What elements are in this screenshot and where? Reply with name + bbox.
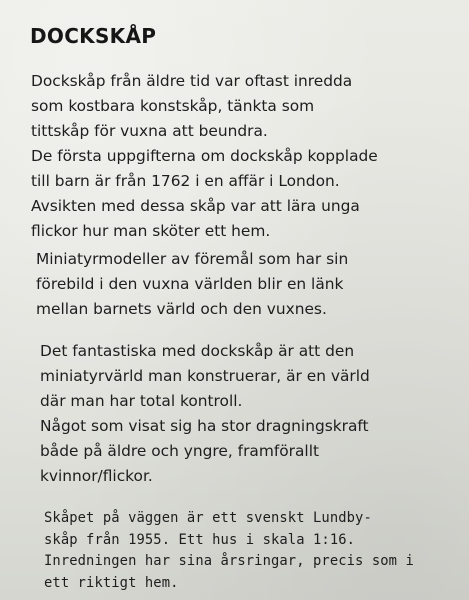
text-line: till barn är från 1762 i en affär i London. <box>31 172 340 190</box>
document-title: DOCKSKÅP <box>30 24 157 48</box>
text-line: De första uppgifterna om dockskåp kopplade <box>31 147 378 165</box>
text-line: Det fantastiska med dockskåp är att den <box>40 342 355 360</box>
text-line: Avsikten med dessa skåp var att lära unga <box>31 197 360 215</box>
text-line: kvinnor/flickor. <box>40 467 153 485</box>
text-line: som kostbara konstskåp, tänkta som <box>31 97 315 115</box>
text-line: förebild i den vuxna världen blir en länk <box>36 275 344 293</box>
text-line: Miniatyrmodeller av föremål som har sin <box>36 250 349 268</box>
text-line: både på äldre och yngre, framförallt <box>40 442 319 460</box>
text-line: miniatyrvärld man konstruerar, är en värld <box>40 367 370 385</box>
paragraph-history <box>31 69 378 244</box>
paragraph-miniatures <box>36 247 348 322</box>
text-line: ett riktigt hem. <box>44 574 179 591</box>
text-line: mellan barnets värld och den vuxnes. <box>36 300 327 318</box>
text-line: Dockskåp från äldre tid var oftast inredda <box>31 72 353 90</box>
text-line: Skåpet på väggen är ett svenskt Lundby- <box>44 510 372 526</box>
paragraph-fascination <box>40 339 370 489</box>
text-line: Inredningen har sina årsringar, precis som i <box>44 553 414 569</box>
text-line: tittskåp för vuxna att beundra. <box>31 122 268 140</box>
text-line: skåp från 1955. Ett hus i skala 1:16. <box>44 531 356 548</box>
text-line: flickor hur man sköter ett hem. <box>31 222 271 240</box>
text-line: Något som visat sig ha stor dragningskraft <box>40 417 369 435</box>
paragraph-lundby <box>44 508 414 594</box>
text-line: där man har total kontroll. <box>40 392 243 410</box>
